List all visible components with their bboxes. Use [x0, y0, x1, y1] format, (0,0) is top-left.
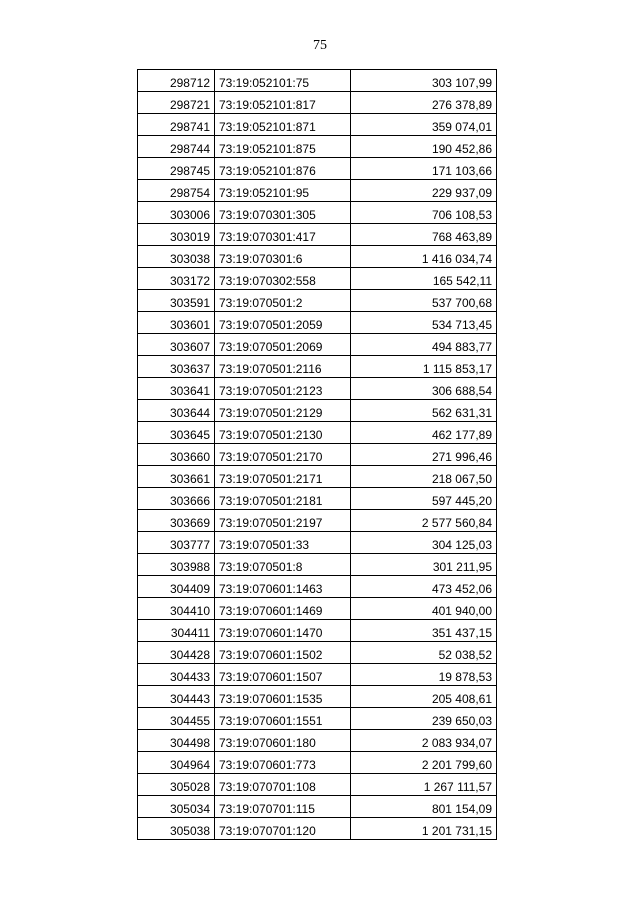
cadastral-number-cell: 73:19:052101:871 — [215, 114, 351, 136]
row-id-cell: 298745 — [138, 158, 215, 180]
cadastral-number-cell: 73:19:070501:8 — [215, 554, 351, 576]
cadastral-number-cell: 73:19:070501:2171 — [215, 466, 351, 488]
row-id-cell: 303641 — [138, 378, 215, 400]
value-cell: 462 177,89 — [351, 422, 497, 444]
row-id-cell: 303038 — [138, 246, 215, 268]
table-row — [138, 400, 497, 422]
value-cell: 801 154,09 — [351, 796, 497, 818]
row-id-cell: 303637 — [138, 356, 215, 378]
value-cell: 271 996,46 — [351, 444, 497, 466]
value-cell: 304 125,03 — [351, 532, 497, 554]
value-cell: 303 107,99 — [351, 70, 497, 92]
value-cell: 597 445,20 — [351, 488, 497, 510]
data-table — [137, 69, 497, 840]
table-row — [138, 620, 497, 642]
table-row — [138, 796, 497, 818]
value-cell: 537 700,68 — [351, 290, 497, 312]
table-row — [138, 114, 497, 136]
row-id-cell: 303988 — [138, 554, 215, 576]
row-id-cell: 303591 — [138, 290, 215, 312]
cadastral-number-cell: 73:19:070301:305 — [215, 202, 351, 224]
value-cell: 1 115 853,17 — [351, 356, 497, 378]
table-row — [138, 268, 497, 290]
cadastral-number-cell: 73:19:070601:1463 — [215, 576, 351, 598]
value-cell: 706 108,53 — [351, 202, 497, 224]
value-cell: 205 408,61 — [351, 686, 497, 708]
row-id-cell: 303607 — [138, 334, 215, 356]
row-id-cell: 303666 — [138, 488, 215, 510]
cadastral-number-cell: 73:19:052101:876 — [215, 158, 351, 180]
value-cell: 229 937,09 — [351, 180, 497, 202]
table-row — [138, 158, 497, 180]
value-cell: 494 883,77 — [351, 334, 497, 356]
table-row — [138, 136, 497, 158]
cadastral-number-cell: 73:19:070501:2059 — [215, 312, 351, 334]
table-row — [138, 224, 497, 246]
row-id-cell: 298754 — [138, 180, 215, 202]
row-id-cell: 304428 — [138, 642, 215, 664]
table-row — [138, 532, 497, 554]
value-cell: 1 201 731,15 — [351, 818, 497, 840]
value-cell: 239 650,03 — [351, 708, 497, 730]
value-cell: 1 416 034,74 — [351, 246, 497, 268]
row-id-cell: 298741 — [138, 114, 215, 136]
cadastral-number-cell: 73:19:070501:2116 — [215, 356, 351, 378]
cadastral-number-cell: 73:19:070501:33 — [215, 532, 351, 554]
row-id-cell: 304498 — [138, 730, 215, 752]
value-cell: 473 452,06 — [351, 576, 497, 598]
cadastral-number-cell: 73:19:070501:2197 — [215, 510, 351, 532]
table-row — [138, 378, 497, 400]
row-id-cell: 304409 — [138, 576, 215, 598]
cadastral-number-cell: 73:19:070501:2170 — [215, 444, 351, 466]
table-row — [138, 488, 497, 510]
row-id-cell: 298712 — [138, 70, 215, 92]
table-row — [138, 180, 497, 202]
row-id-cell: 303601 — [138, 312, 215, 334]
value-cell: 1 267 111,57 — [351, 774, 497, 796]
table-row — [138, 246, 497, 268]
value-cell: 401 940,00 — [351, 598, 497, 620]
cadastral-number-cell: 73:19:070601:1469 — [215, 598, 351, 620]
cadastral-number-cell: 73:19:070701:115 — [215, 796, 351, 818]
row-id-cell: 298744 — [138, 136, 215, 158]
row-id-cell: 304410 — [138, 598, 215, 620]
cadastral-number-cell: 73:19:052101:875 — [215, 136, 351, 158]
table-row — [138, 202, 497, 224]
cadastral-number-cell: 73:19:070601:1470 — [215, 620, 351, 642]
row-id-cell: 305038 — [138, 818, 215, 840]
table-row — [138, 334, 497, 356]
value-cell: 2 577 560,84 — [351, 510, 497, 532]
value-cell: 534 713,45 — [351, 312, 497, 334]
table-row — [138, 290, 497, 312]
table-row — [138, 510, 497, 532]
row-id-cell: 304411 — [138, 620, 215, 642]
table-body — [138, 70, 497, 840]
cadastral-number-cell: 73:19:070501:2123 — [215, 378, 351, 400]
value-cell: 276 378,89 — [351, 92, 497, 114]
table-row — [138, 356, 497, 378]
table-row — [138, 818, 497, 840]
cadastral-number-cell: 73:19:070501:2129 — [215, 400, 351, 422]
cadastral-number-cell: 73:19:070701:108 — [215, 774, 351, 796]
cadastral-number-cell: 73:19:052101:75 — [215, 70, 351, 92]
row-id-cell: 303006 — [138, 202, 215, 224]
cadastral-number-cell: 73:19:070501:2130 — [215, 422, 351, 444]
table-row — [138, 466, 497, 488]
table-row — [138, 422, 497, 444]
value-cell: 52 038,52 — [351, 642, 497, 664]
cadastral-number-cell: 73:19:070501:2181 — [215, 488, 351, 510]
row-id-cell: 303645 — [138, 422, 215, 444]
table-row — [138, 444, 497, 466]
cadastral-number-cell: 73:19:052101:95 — [215, 180, 351, 202]
page-number: 75 — [313, 38, 327, 53]
row-id-cell: 304455 — [138, 708, 215, 730]
row-id-cell: 298721 — [138, 92, 215, 114]
table-row — [138, 664, 497, 686]
table-row — [138, 752, 497, 774]
value-cell: 19 878,53 — [351, 664, 497, 686]
cadastral-number-cell: 73:19:070601:1507 — [215, 664, 351, 686]
table-row — [138, 708, 497, 730]
cadastral-number-cell: 73:19:070301:417 — [215, 224, 351, 246]
row-id-cell: 303019 — [138, 224, 215, 246]
cadastral-number-cell: 73:19:070501:2 — [215, 290, 351, 312]
row-id-cell: 305028 — [138, 774, 215, 796]
value-cell: 301 211,95 — [351, 554, 497, 576]
value-cell: 359 074,01 — [351, 114, 497, 136]
cadastral-number-cell: 73:19:070301:6 — [215, 246, 351, 268]
table-row — [138, 554, 497, 576]
cadastral-number-cell: 73:19:070601:773 — [215, 752, 351, 774]
row-id-cell: 303669 — [138, 510, 215, 532]
value-cell: 2 083 934,07 — [351, 730, 497, 752]
cadastral-number-cell: 73:19:070601:1502 — [215, 642, 351, 664]
table-row — [138, 70, 497, 92]
table-row — [138, 730, 497, 752]
table-row — [138, 598, 497, 620]
value-cell: 562 631,31 — [351, 400, 497, 422]
cadastral-number-cell: 73:19:070601:1551 — [215, 708, 351, 730]
value-cell: 165 542,11 — [351, 268, 497, 290]
row-id-cell: 304433 — [138, 664, 215, 686]
table-row — [138, 686, 497, 708]
table-row — [138, 774, 497, 796]
table-row — [138, 312, 497, 334]
table-row — [138, 576, 497, 598]
row-id-cell: 303660 — [138, 444, 215, 466]
cadastral-number-cell: 73:19:052101:817 — [215, 92, 351, 114]
value-cell: 218 067,50 — [351, 466, 497, 488]
value-cell: 768 463,89 — [351, 224, 497, 246]
table-row — [138, 92, 497, 114]
row-id-cell: 304964 — [138, 752, 215, 774]
value-cell: 351 437,15 — [351, 620, 497, 642]
cadastral-number-cell: 73:19:070501:2069 — [215, 334, 351, 356]
row-id-cell: 304443 — [138, 686, 215, 708]
row-id-cell: 303661 — [138, 466, 215, 488]
cadastral-number-cell: 73:19:070302:558 — [215, 268, 351, 290]
row-id-cell: 303644 — [138, 400, 215, 422]
value-cell: 2 201 799,60 — [351, 752, 497, 774]
cadastral-number-cell: 73:19:070601:180 — [215, 730, 351, 752]
table-row — [138, 642, 497, 664]
value-cell: 171 103,66 — [351, 158, 497, 180]
cadastral-number-cell: 73:19:070701:120 — [215, 818, 351, 840]
row-id-cell: 303172 — [138, 268, 215, 290]
cadastral-number-cell: 73:19:070601:1535 — [215, 686, 351, 708]
value-cell: 306 688,54 — [351, 378, 497, 400]
row-id-cell: 303777 — [138, 532, 215, 554]
row-id-cell: 305034 — [138, 796, 215, 818]
value-cell: 190 452,86 — [351, 136, 497, 158]
